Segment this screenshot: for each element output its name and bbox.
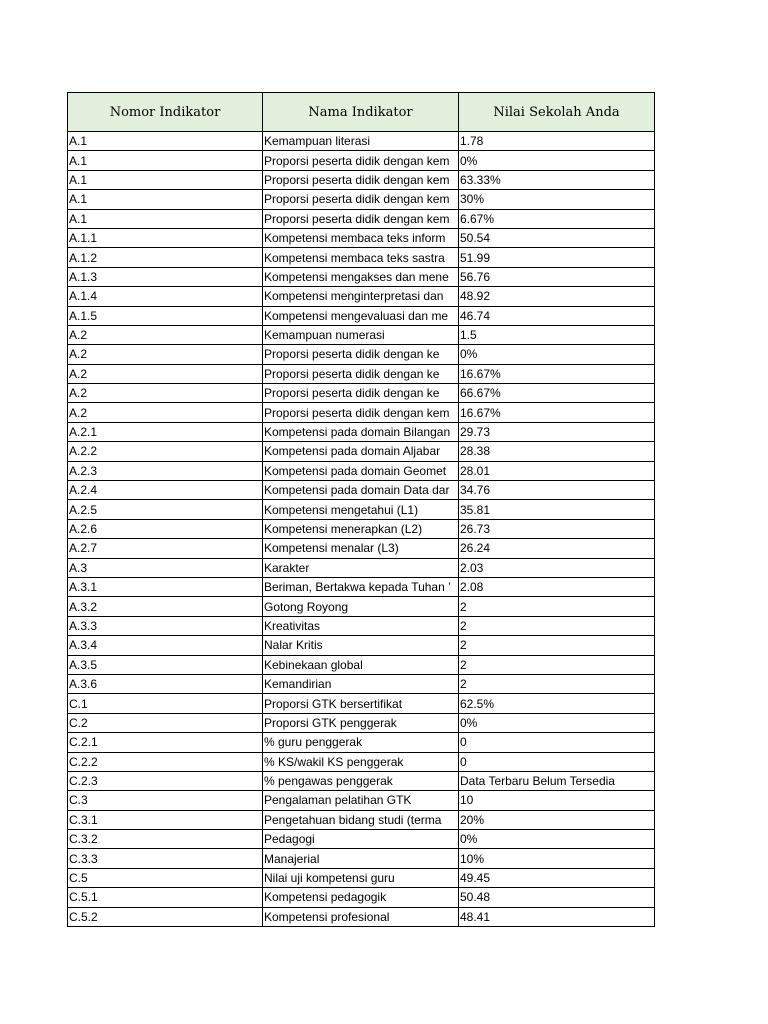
cell-nilai-sekolah[interactable]: 10: [459, 791, 655, 810]
cell-nomor-indikator[interactable]: A.2.2: [68, 442, 263, 461]
cell-nama-indikator[interactable]: Proporsi peserta didik dengan kem: [263, 190, 459, 209]
table-row: [68, 868, 655, 887]
cell-nomor-indikator[interactable]: A.1.5: [68, 306, 263, 325]
cell-nilai-sekolah[interactable]: 30%: [459, 190, 655, 209]
cell-nomor-indikator[interactable]: A.1: [68, 209, 263, 228]
cell-nilai-sekolah[interactable]: 0: [459, 752, 655, 771]
cell-nama-indikator[interactable]: Pedagogi: [263, 830, 459, 849]
cell-nilai-sekolah[interactable]: 20%: [459, 810, 655, 829]
cell-nama-indikator[interactable]: Manajerial: [263, 849, 459, 868]
table-row: [68, 791, 655, 810]
cell-nilai-sekolah[interactable]: 26.73: [459, 519, 655, 538]
cell-nama-indikator[interactable]: Kemampuan numerasi: [263, 325, 459, 344]
cell-nomor-indikator[interactable]: A.2: [68, 345, 263, 364]
cell-nilai-sekolah[interactable]: 48.92: [459, 287, 655, 306]
cell-nomor-indikator[interactable]: A.1: [68, 170, 263, 189]
table-row: [68, 500, 655, 519]
cell-nama-indikator[interactable]: Proporsi GTK penggerak: [263, 713, 459, 732]
cell-nilai-sekolah[interactable]: 29.73: [459, 422, 655, 441]
cell-nomor-indikator[interactable]: A.1.3: [68, 267, 263, 286]
cell-nilai-sekolah[interactable]: 50.54: [459, 228, 655, 247]
table-row: [68, 752, 655, 771]
cell-nomor-indikator[interactable]: C.2.1: [68, 733, 263, 752]
cell-nilai-sekolah[interactable]: 2: [459, 655, 655, 674]
cell-nilai-sekolah[interactable]: 34.76: [459, 481, 655, 500]
header-nomor-indikator[interactable]: Nomor Indikator: [68, 93, 263, 132]
table-row: [68, 694, 655, 713]
table-row: [68, 713, 655, 732]
table-row: [68, 248, 655, 267]
cell-nama-indikator[interactable]: Kompetensi pada domain Data dar: [263, 481, 459, 500]
cell-nama-indikator[interactable]: Kompetensi mengetahui (L1): [263, 500, 459, 519]
cell-nomor-indikator[interactable]: A.3.2: [68, 597, 263, 616]
cell-nomor-indikator[interactable]: C.5: [68, 868, 263, 887]
cell-nomor-indikator[interactable]: A.1.1: [68, 228, 263, 247]
table-row: [68, 907, 655, 926]
cell-nilai-sekolah[interactable]: 16.67%: [459, 364, 655, 383]
header-nilai-sekolah[interactable]: Nilai Sekolah Anda: [459, 93, 655, 132]
table-row: [68, 519, 655, 538]
cell-nama-indikator[interactable]: Kompetensi pada domain Geomet: [263, 461, 459, 480]
table-row: [68, 849, 655, 868]
cell-nama-indikator[interactable]: Proporsi peserta didik dengan kem: [263, 151, 459, 170]
cell-nilai-sekolah[interactable]: 28.01: [459, 461, 655, 480]
cell-nomor-indikator[interactable]: A.2: [68, 364, 263, 383]
cell-nama-indikator[interactable]: Kompetensi membaca teks sastra: [263, 248, 459, 267]
cell-nomor-indikator[interactable]: A.3.5: [68, 655, 263, 674]
cell-nama-indikator[interactable]: Kompetensi menginterpretasi dan: [263, 287, 459, 306]
cell-nilai-sekolah[interactable]: 2: [459, 636, 655, 655]
cell-nomor-indikator[interactable]: A.2.3: [68, 461, 263, 480]
cell-nomor-indikator[interactable]: A.2.1: [68, 422, 263, 441]
cell-nama-indikator[interactable]: Kompetensi menalar (L3): [263, 539, 459, 558]
cell-nilai-sekolah[interactable]: 51.99: [459, 248, 655, 267]
cell-nama-indikator[interactable]: Proporsi GTK bersertifikat: [263, 694, 459, 713]
header-row: [68, 93, 655, 132]
cell-nomor-indikator[interactable]: A.1: [68, 190, 263, 209]
cell-nilai-sekolah[interactable]: 0%: [459, 713, 655, 732]
table-row: [68, 345, 655, 364]
cell-nomor-indikator[interactable]: A.2: [68, 384, 263, 403]
cell-nama-indikator[interactable]: % pengawas penggerak: [263, 771, 459, 790]
table-row: [68, 597, 655, 616]
cell-nilai-sekolah[interactable]: 1.5: [459, 325, 655, 344]
cell-nilai-sekolah[interactable]: 16.67%: [459, 403, 655, 422]
cell-nama-indikator[interactable]: Kebinekaan global: [263, 655, 459, 674]
table-row: [68, 655, 655, 674]
table-row: [68, 190, 655, 209]
table-row: [68, 481, 655, 500]
table-row: [68, 170, 655, 189]
cell-nama-indikator[interactable]: Kemampuan literasi: [263, 132, 459, 151]
table-row: [68, 306, 655, 325]
table-row: [68, 228, 655, 247]
table-row: [68, 287, 655, 306]
cell-nilai-sekolah[interactable]: 0%: [459, 151, 655, 170]
cell-nilai-sekolah[interactable]: 63.33%: [459, 170, 655, 189]
table-row: [68, 384, 655, 403]
table-row: [68, 577, 655, 596]
cell-nomor-indikator[interactable]: A.2.6: [68, 519, 263, 538]
table-row: [68, 539, 655, 558]
cell-nilai-sekolah[interactable]: 49.45: [459, 868, 655, 887]
cell-nilai-sekolah[interactable]: 48.41: [459, 907, 655, 926]
table-row: [68, 325, 655, 344]
cell-nilai-sekolah[interactable]: Data Terbaru Belum Tersedia: [459, 771, 655, 790]
cell-nilai-sekolah[interactable]: 35.81: [459, 500, 655, 519]
table-row: [68, 442, 655, 461]
cell-nomor-indikator[interactable]: C.5.1: [68, 888, 263, 907]
table-row: [68, 830, 655, 849]
cell-nama-indikator[interactable]: Pengalaman pelatihan GTK: [263, 791, 459, 810]
table-row: [68, 636, 655, 655]
cell-nama-indikator[interactable]: Kompetensi menerapkan (L2): [263, 519, 459, 538]
cell-nilai-sekolah[interactable]: 56.76: [459, 267, 655, 286]
cell-nomor-indikator[interactable]: A.2.5: [68, 500, 263, 519]
table-row: [68, 364, 655, 383]
table-body: [68, 132, 655, 927]
cell-nomor-indikator[interactable]: A.1: [68, 132, 263, 151]
cell-nomor-indikator[interactable]: C.2.3: [68, 771, 263, 790]
cell-nama-indikator[interactable]: Kompetensi mengevaluasi dan me: [263, 306, 459, 325]
cell-nilai-sekolah[interactable]: 0%: [459, 830, 655, 849]
table-row: [68, 771, 655, 790]
cell-nama-indikator[interactable]: Proporsi peserta didik dengan kem: [263, 209, 459, 228]
cell-nama-indikator[interactable]: Nilai uji kompetensi guru: [263, 868, 459, 887]
cell-nama-indikator[interactable]: Kompetensi profesional: [263, 907, 459, 926]
cell-nama-indikator[interactable]: Proporsi peserta didik dengan kem: [263, 403, 459, 422]
cell-nomor-indikator[interactable]: C.2.2: [68, 752, 263, 771]
cell-nomor-indikator[interactable]: C.3.3: [68, 849, 263, 868]
cell-nilai-sekolah[interactable]: 2: [459, 674, 655, 693]
cell-nomor-indikator[interactable]: A.2.7: [68, 539, 263, 558]
cell-nama-indikator[interactable]: % KS/wakil KS penggerak: [263, 752, 459, 771]
cell-nomor-indikator[interactable]: C.5.2: [68, 907, 263, 926]
cell-nomor-indikator[interactable]: A.3.3: [68, 616, 263, 635]
table-row: [68, 810, 655, 829]
cell-nomor-indikator[interactable]: A.1.2: [68, 248, 263, 267]
cell-nomor-indikator[interactable]: A.3.4: [68, 636, 263, 655]
table-row: [68, 674, 655, 693]
cell-nomor-indikator[interactable]: A.2.4: [68, 481, 263, 500]
cell-nomor-indikator[interactable]: A.2: [68, 325, 263, 344]
cell-nilai-sekolah[interactable]: 62.5%: [459, 694, 655, 713]
cell-nama-indikator[interactable]: Kreativitas: [263, 616, 459, 635]
cell-nilai-sekolah[interactable]: 2.08: [459, 577, 655, 596]
cell-nama-indikator[interactable]: Kompetensi mengakses dan mene: [263, 267, 459, 286]
table-row: [68, 461, 655, 480]
table-row: [68, 888, 655, 907]
cell-nomor-indikator[interactable]: C.3.2: [68, 830, 263, 849]
cell-nama-indikator[interactable]: Kemandirian: [263, 674, 459, 693]
cell-nomor-indikator[interactable]: C.2: [68, 713, 263, 732]
cell-nilai-sekolah[interactable]: 28.38: [459, 442, 655, 461]
table-row: [68, 558, 655, 577]
cell-nama-indikator[interactable]: % guru penggerak: [263, 733, 459, 752]
table-row: [68, 616, 655, 635]
table-row: [68, 733, 655, 752]
cell-nilai-sekolah[interactable]: 6.67%: [459, 209, 655, 228]
cell-nilai-sekolah[interactable]: 0: [459, 733, 655, 752]
cell-nilai-sekolah[interactable]: 26.24: [459, 539, 655, 558]
cell-nama-indikator[interactable]: Kompetensi pada domain Aljabar: [263, 442, 459, 461]
table-row: [68, 267, 655, 286]
cell-nama-indikator[interactable]: Karakter: [263, 558, 459, 577]
cell-nilai-sekolah[interactable]: 46.74: [459, 306, 655, 325]
cell-nilai-sekolah[interactable]: 2: [459, 616, 655, 635]
cell-nama-indikator[interactable]: Kompetensi membaca teks inform: [263, 228, 459, 247]
cell-nomor-indikator[interactable]: C.1: [68, 694, 263, 713]
header-nama-indikator[interactable]: Nama Indikator: [263, 93, 459, 132]
cell-nama-indikator[interactable]: Beriman, Bertakwa kepada Tuhan ’: [263, 577, 459, 596]
cell-nilai-sekolah[interactable]: 50.48: [459, 888, 655, 907]
cell-nama-indikator[interactable]: Proporsi peserta didik dengan ke: [263, 364, 459, 383]
cell-nomor-indikator[interactable]: A.3.1: [68, 577, 263, 596]
cell-nama-indikator[interactable]: Proporsi peserta didik dengan ke: [263, 345, 459, 364]
cell-nilai-sekolah[interactable]: 1.78: [459, 132, 655, 151]
cell-nilai-sekolah[interactable]: 10%: [459, 849, 655, 868]
cell-nilai-sekolah[interactable]: 2: [459, 597, 655, 616]
table-row: [68, 403, 655, 422]
cell-nilai-sekolah[interactable]: 66.67%: [459, 384, 655, 403]
cell-nama-indikator[interactable]: Proporsi peserta didik dengan ke: [263, 384, 459, 403]
cell-nama-indikator[interactable]: Nalar Kritis: [263, 636, 459, 655]
cell-nomor-indikator[interactable]: A.3: [68, 558, 263, 577]
indicator-table: [67, 92, 655, 927]
table-row: [68, 209, 655, 228]
table-row: [68, 422, 655, 441]
cell-nama-indikator[interactable]: Kompetensi pada domain Bilangan: [263, 422, 459, 441]
table-row: [68, 151, 655, 170]
table-row: [68, 132, 655, 151]
cell-nomor-indikator[interactable]: A.1: [68, 151, 263, 170]
cell-nama-indikator[interactable]: Pengetahuan bidang studi (terma: [263, 810, 459, 829]
cell-nama-indikator[interactable]: Gotong Royong: [263, 597, 459, 616]
cell-nomor-indikator[interactable]: C.3.1: [68, 810, 263, 829]
cell-nomor-indikator[interactable]: C.3: [68, 791, 263, 810]
cell-nomor-indikator[interactable]: A.1.4: [68, 287, 263, 306]
cell-nilai-sekolah[interactable]: 0%: [459, 345, 655, 364]
cell-nama-indikator[interactable]: Proporsi peserta didik dengan kem: [263, 170, 459, 189]
cell-nomor-indikator[interactable]: A.3.6: [68, 674, 263, 693]
cell-nama-indikator[interactable]: Kompetensi pedagogik: [263, 888, 459, 907]
cell-nomor-indikator[interactable]: A.2: [68, 403, 263, 422]
cell-nilai-sekolah[interactable]: 2.03: [459, 558, 655, 577]
